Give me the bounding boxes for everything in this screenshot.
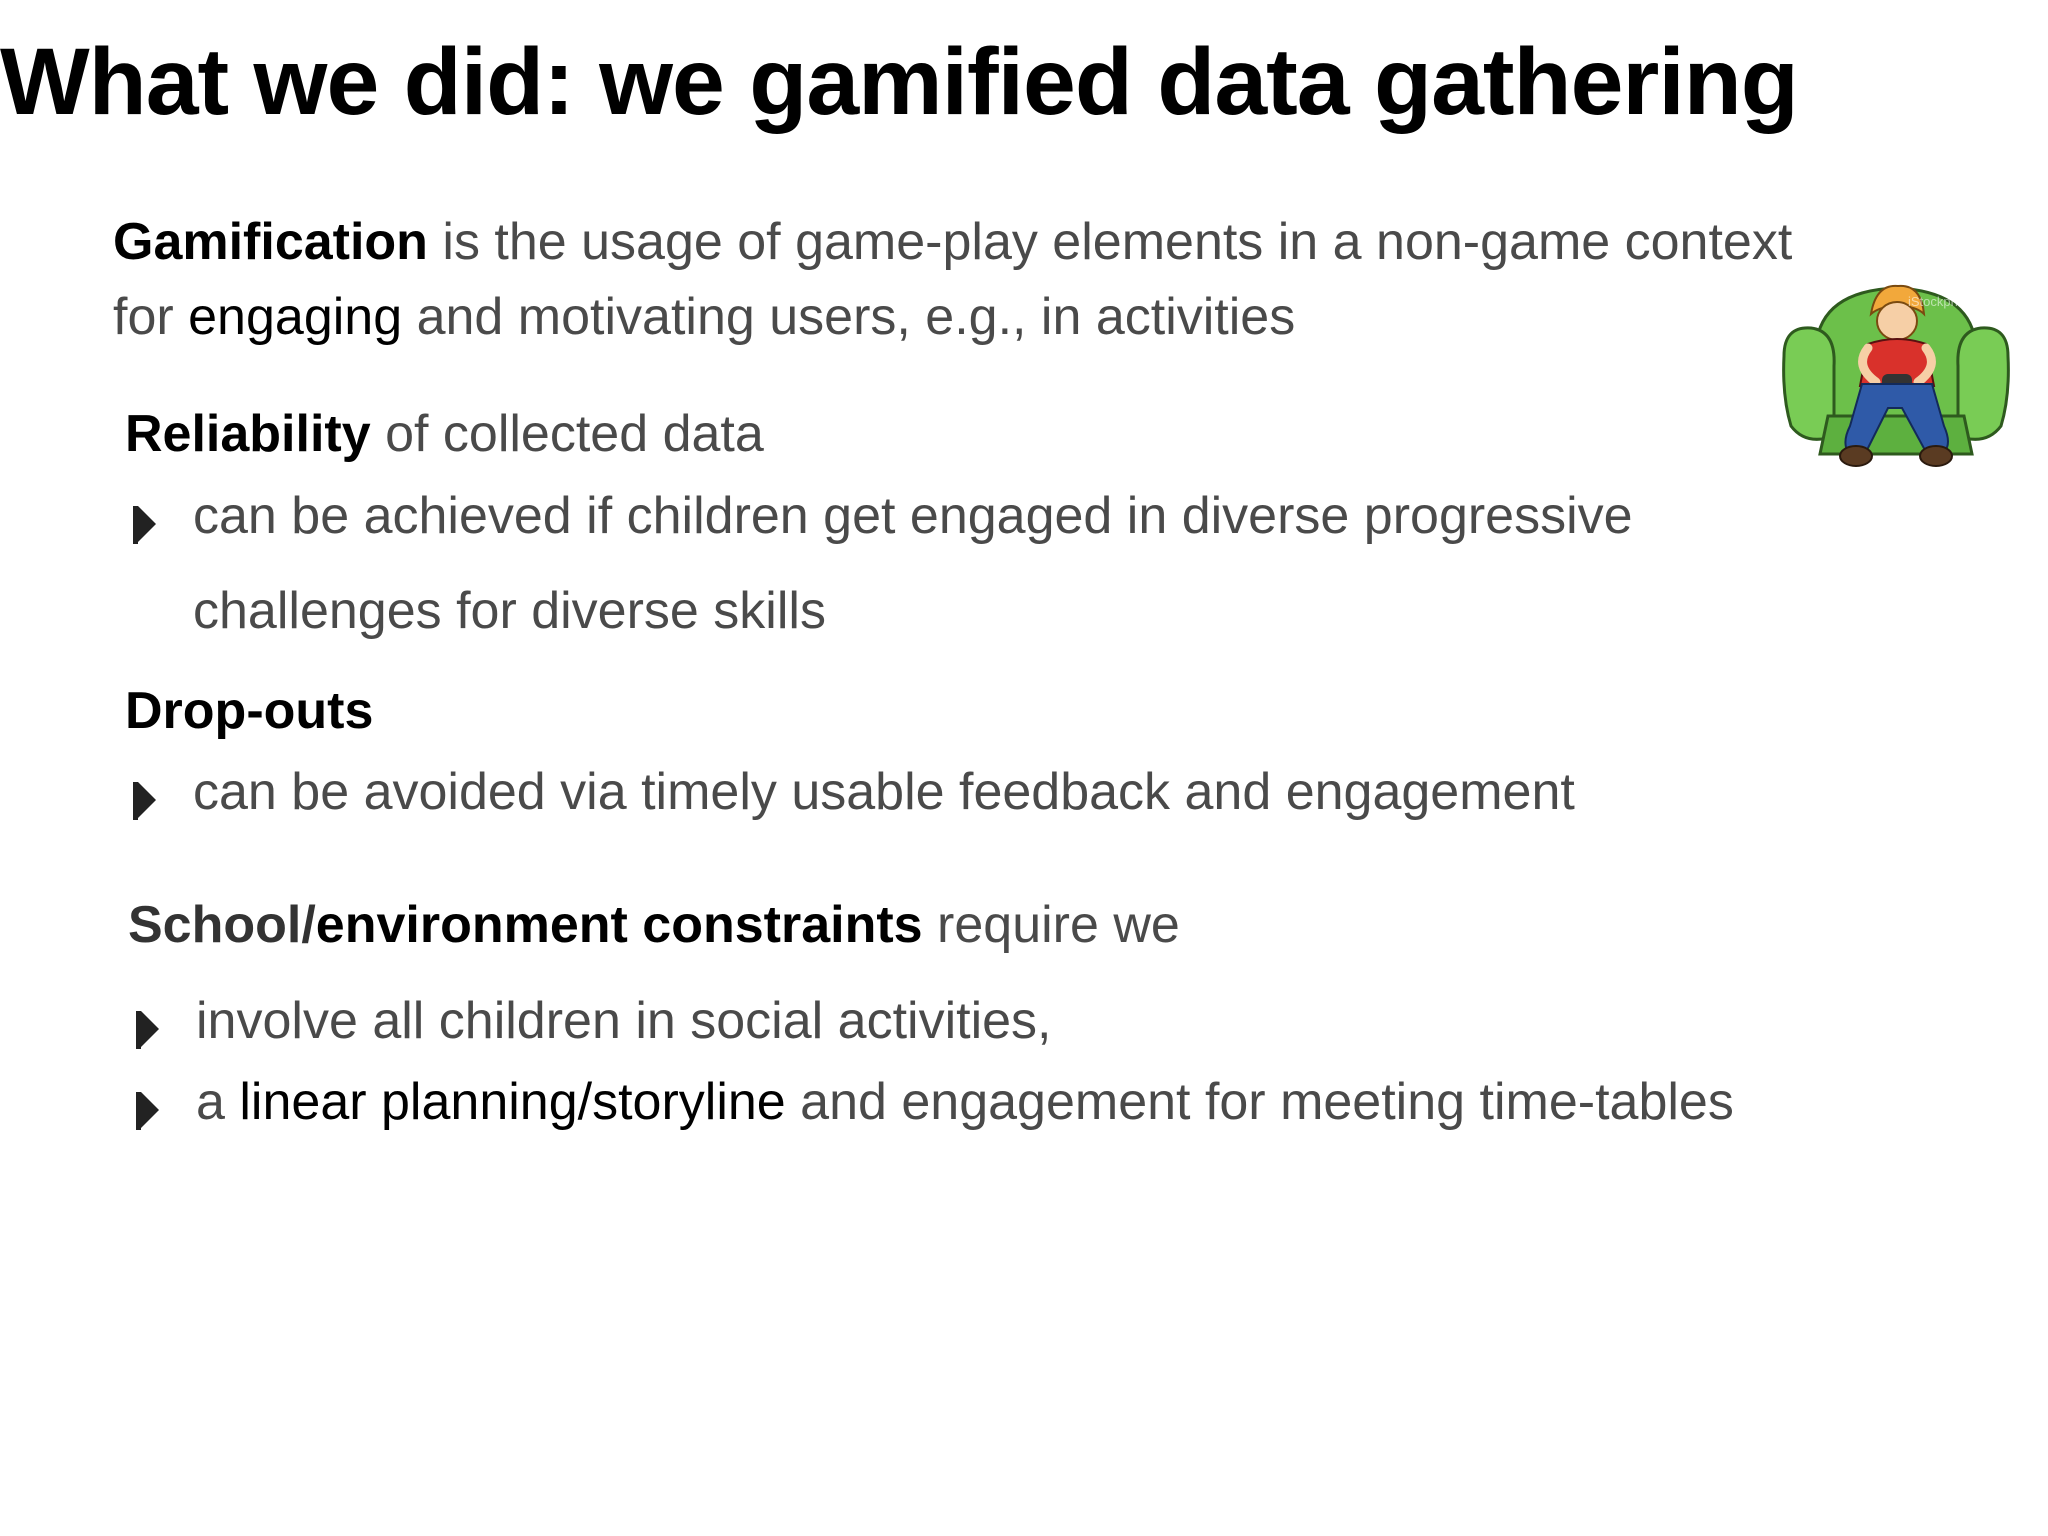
reliability-bullet-line-2: challenges for diverse skills [193, 582, 826, 640]
constraints-bullet-1-text: involve all children in social activities, [196, 992, 1052, 1050]
bullet-arrow-icon [138, 782, 156, 818]
reliability-bullet-line-1: can be achieved if children get engaged in diverse progressive [193, 487, 1633, 545]
constraints-bullet-2-pre: a [196, 1073, 240, 1131]
constraints-rest: require we [922, 896, 1180, 954]
constraints-term-part-2: environment constraints [315, 896, 923, 954]
intro-line-1 [113, 212, 1792, 272]
bullet-arrow-icon [141, 1011, 159, 1047]
intro-line-2 [113, 287, 1295, 347]
intro-text-2a: for [113, 288, 189, 346]
bullet-arrow-icon [138, 506, 156, 542]
reliability-rest: of collected data [370, 405, 764, 463]
constraints-term-part-1: School/ [128, 896, 316, 954]
constraints-bullet-2-text [196, 1072, 1734, 1132]
reliability-term: Reliability [125, 405, 371, 463]
slide-title: What we did: we gamified data gathering [0, 29, 1798, 135]
constraints-heading [128, 895, 1180, 955]
reliability-heading [125, 404, 764, 464]
dropouts-term: Drop-outs [125, 682, 374, 740]
engaging-emphasis: engaging [188, 288, 403, 346]
linear-planning-emphasis: linear planning/storyline [239, 1073, 786, 1131]
constraints-bullet-2-post: and engagement for meeting time-tables [785, 1073, 1734, 1131]
watermark-text: iStockphoto [1908, 294, 1976, 309]
intro-text-2b: and motivating users, e.g., in activities [402, 288, 1296, 346]
intro-text-1: is the usage of game-play elements in a non-game context [427, 213, 1793, 271]
gamification-term: Gamification [113, 213, 428, 271]
dropouts-heading [125, 681, 373, 741]
dropouts-bullet-text: can be avoided via timely usable feedback and engagement [193, 763, 1575, 821]
bullet-arrow-icon [141, 1092, 159, 1128]
child-gaming-armchair-illustration [1776, 276, 2016, 476]
